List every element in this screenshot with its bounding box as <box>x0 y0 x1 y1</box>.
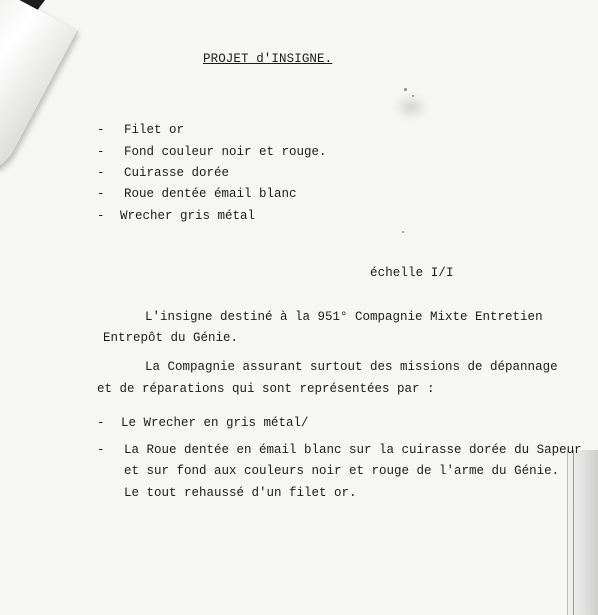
point-line: Le Wrecher en gris métal/ <box>121 416 309 430</box>
document-title: PROJET d'INSIGNE. <box>203 52 333 66</box>
list-item: Roue dentée émail blanc <box>124 187 297 201</box>
paragraph-line: Entrepôt du Génie. <box>103 331 239 345</box>
list-item: Wrecher gris métal <box>120 209 256 223</box>
ink-speck <box>402 231 404 233</box>
scale-label: échelle I/I <box>370 266 454 280</box>
paragraph-line: et de réparations qui sont représentées par : <box>97 382 435 396</box>
curled-page-corner <box>0 0 78 187</box>
list-bullet: - <box>97 187 105 201</box>
ink-smudge <box>392 92 430 122</box>
list-item: Filet or <box>124 123 185 137</box>
list-bullet: - <box>97 209 105 223</box>
point-line: et sur fond aux couleurs noir et rouge de l'arme du Génie. <box>124 464 560 478</box>
point-line: La Roue dentée en émail blanc sur la cuirasse dorée du Sapeur <box>124 443 582 457</box>
page-stack-line <box>573 450 574 615</box>
list-bullet: - <box>97 166 105 180</box>
list-item: Cuirasse dorée <box>124 166 230 180</box>
list-bullet: - <box>97 145 105 159</box>
ink-speck <box>412 95 414 97</box>
page-stack-edge <box>567 450 598 615</box>
list-item: Fond couleur noir et rouge. <box>124 145 327 159</box>
point-line: Le tout rehaussé d'un filet or. <box>124 486 357 500</box>
list-bullet: - <box>97 416 105 430</box>
list-bullet: - <box>97 123 105 137</box>
list-bullet: - <box>97 443 105 457</box>
paragraph-line: La Compagnie assurant surtout des missions de dépannage <box>145 360 558 374</box>
ink-speck <box>404 88 407 91</box>
paragraph-line: L'insigne destiné à la 951° Compagnie Mixte Entretien <box>145 310 543 324</box>
